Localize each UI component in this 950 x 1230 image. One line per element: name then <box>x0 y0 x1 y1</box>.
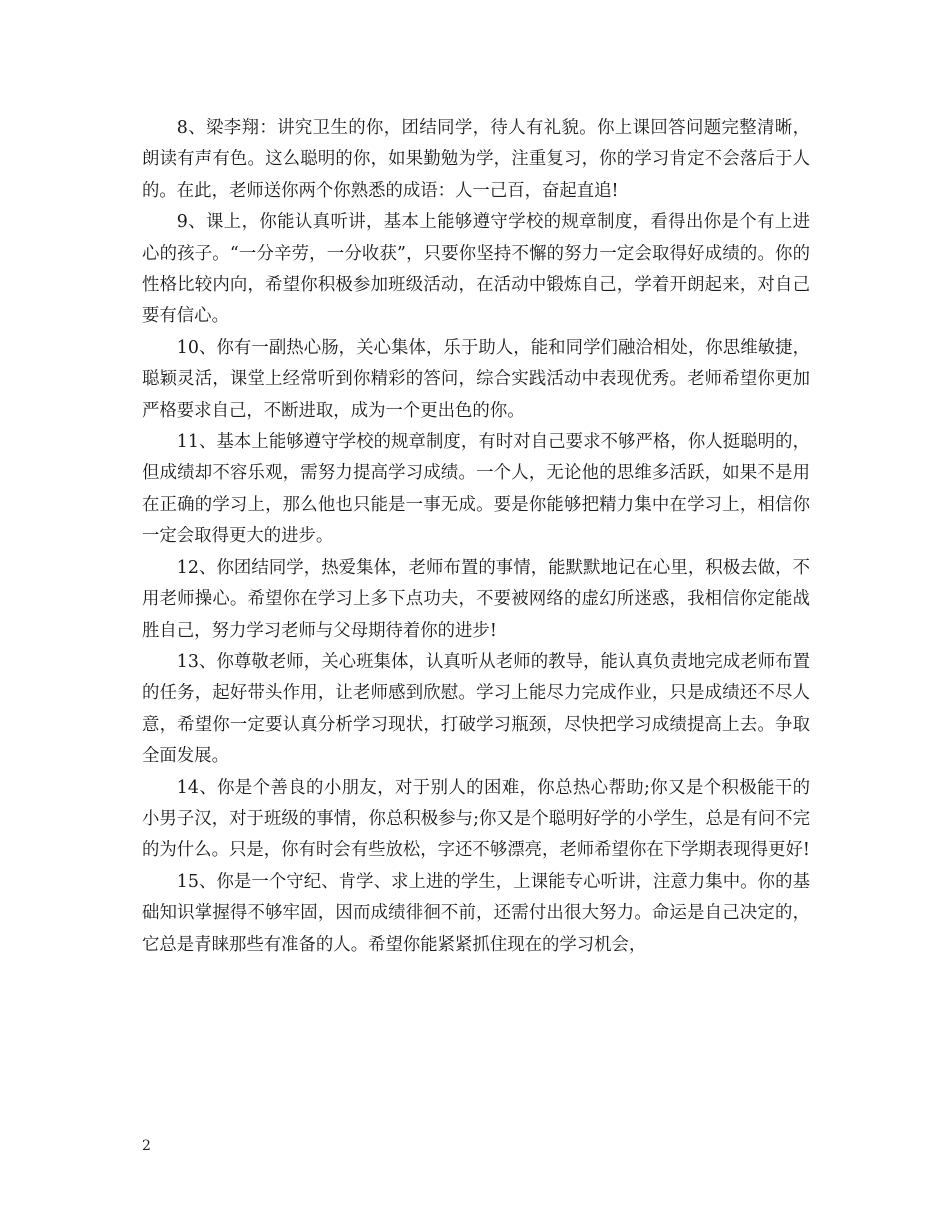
document-body <box>142 113 810 961</box>
paragraph-12: 12、你团结同学，热爱集体，老师布置的事情，能默默地记在心里，积极去做，不用老师操心。希望你在学习上多下点功夫，不要被网络的虚幻所迷惑，我相信你定能战胜自己，努力学习老师与父母期待着你的进步! <box>142 557 810 641</box>
paragraph-15: 15、你是一个守纪、肯学、求上进的学生，上课能专心听讲，注意力集中。你的基础知识掌握得不够牢固，因而成绩徘徊不前，还需付出很大努力。命运是自己决定的，它总是青睐那些有准备的人。希望你能紧紧抓住现在的学习机会， <box>142 871 810 955</box>
paragraph-8: 8、梁李翔：讲究卫生的你，团结同学，待人有礼貌。你上课回答问题完整清晰，朗读有声有色。这么聪明的你，如果勤勉为学，注重复习，你的学习肯定不会落后于人的。在此，老师送你两个你熟悉的成语：人一己百，奋起直追! <box>142 118 810 201</box>
page-number: 2 <box>142 1138 151 1154</box>
paragraph-13: 13、你尊敬老师，关心班集体，认真听从老师的教导，能认真负责地完成老师布置的任务，起好带头作用，让老师感到欣慰。学习上能尽力完成作业，只是成绩还不尽人意，希望你一定要认真分析学习现状，打破学习瓶颈，尽快把学习成绩提高上去。争取全面发展。 <box>142 651 810 767</box>
paragraph-14: 14、你是个善良的小朋友，对于别人的困难，你总热心帮助;你又是个积极能干的小男子汉，对于班级的事情，你总积极参与;你又是个聪明好学的小学生，总是有问不完的为什么。只是，你有时会有些放松，字还不够漂亮，老师希望你在下学期表现得更好! <box>142 777 810 861</box>
paragraph-11: 11、基本上能够遵守学校的规章制度，有时对自己要求不够严格，你人挺聪明的，但成绩却不容乐观，需努力提高学习成绩。一个人，无论他的思维多活跃，如果不是用在正确的学习上，那么他也只能是一事无成。要是你能够把精力集中在学习上，相信你一定会取得更大的进步。 <box>142 432 810 547</box>
paragraph-10: 10、你有一副热心肠，关心集体，乐于助人，能和同学们融洽相处，你思维敏捷，聪颖灵活，课堂上经常听到你精彩的答问，综合实践活动中表现优秀。老师希望你更加严格要求自己，不断进取，成为一个更出色的你。 <box>142 337 810 421</box>
paragraph-9: 9、课上，你能认真听讲，基本上能够遵守学校的规章制度，看得出你是个有上进心的孩子。“一分辛劳，一分收获”，只要你坚持不懈的努力一定会取得好成绩的。你的性格比较内向，希望你积极参加班级活动，在活动中锻炼自己，学着开朗起来，对自己要有信心。 <box>142 212 810 327</box>
